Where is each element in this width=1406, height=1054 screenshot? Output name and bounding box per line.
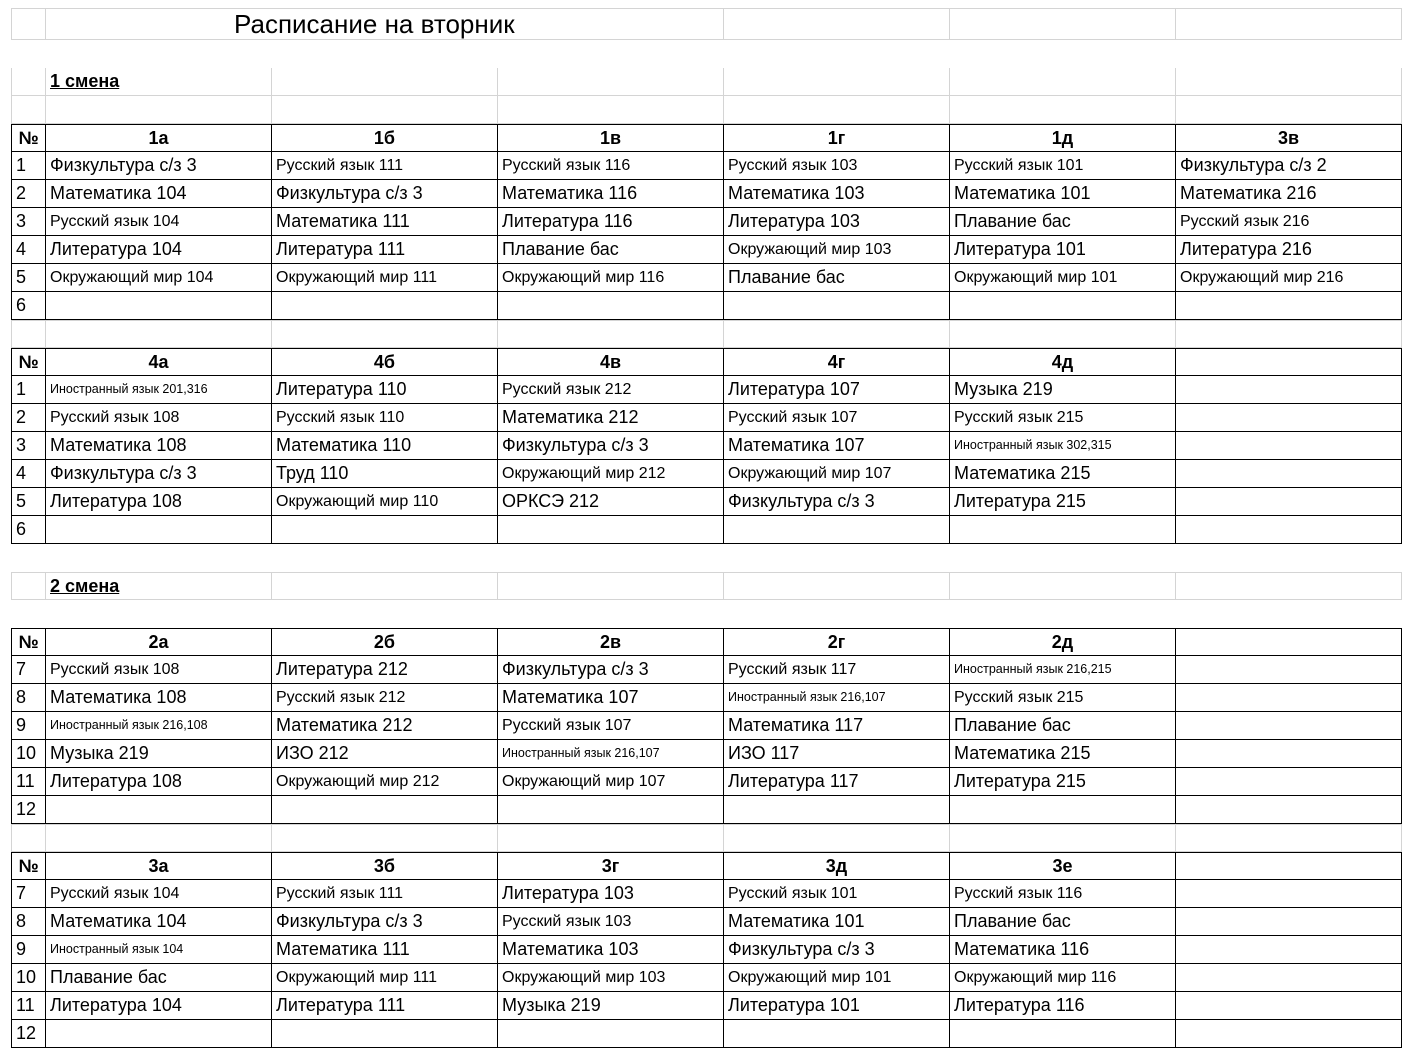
class-header: 2в (498, 628, 724, 656)
lesson-cell[interactable]: Литература 111 (272, 992, 498, 1020)
lesson-cell[interactable] (1176, 488, 1402, 516)
lesson-row (0, 684, 1406, 712)
lesson-cell[interactable] (498, 796, 724, 824)
lesson-number: 10 (11, 964, 46, 992)
empty-cell[interactable] (272, 96, 498, 124)
lesson-row (0, 936, 1406, 964)
lesson-cell[interactable]: Математика 111 (272, 936, 498, 964)
lesson-cell[interactable]: Плавание бас (724, 264, 950, 292)
lesson-cell[interactable]: Иностранный язык 216,215 (950, 656, 1176, 684)
class-header: 1в (498, 124, 724, 152)
lesson-cell[interactable] (498, 1020, 724, 1048)
lesson-row (0, 376, 1406, 404)
empty-cell[interactable] (724, 572, 950, 600)
lesson-cell[interactable]: Музыка 219 (498, 992, 724, 1020)
lesson-cell[interactable]: Плавание бас (950, 908, 1176, 936)
empty-cell[interactable] (724, 320, 950, 348)
empty-cell[interactable] (272, 320, 498, 348)
page-title: Расписание на вторник (46, 8, 724, 40)
empty-cell[interactable] (272, 824, 498, 852)
lesson-cell[interactable]: Математика 101 (950, 180, 1176, 208)
lesson-number: 6 (11, 292, 46, 320)
lesson-cell[interactable] (1176, 992, 1402, 1020)
empty-cell[interactable] (724, 96, 950, 124)
class-header-row (0, 852, 1406, 880)
lesson-cell[interactable]: Русский язык 215 (950, 684, 1176, 712)
lesson-cell[interactable]: Математика 104 (46, 180, 272, 208)
empty-cell[interactable] (724, 8, 950, 40)
lesson-cell[interactable]: Окружающий мир 116 (950, 964, 1176, 992)
lesson-cell[interactable] (272, 292, 498, 320)
lesson-number: 11 (11, 768, 46, 796)
lesson-cell[interactable]: Плавание бас (950, 208, 1176, 236)
lesson-cell[interactable] (1176, 796, 1402, 824)
lesson-cell[interactable]: Окружающий мир 107 (498, 768, 724, 796)
class-header: 4б (272, 348, 498, 376)
class-header: 3в (1176, 124, 1402, 152)
empty-cell[interactable] (1176, 68, 1402, 96)
lesson-cell[interactable] (46, 292, 272, 320)
lesson-cell[interactable]: Математика 110 (272, 432, 498, 460)
class-header-row (0, 628, 1406, 656)
lesson-cell[interactable] (46, 516, 272, 544)
class-header: 4а (46, 348, 272, 376)
lesson-cell[interactable]: Математика 215 (950, 740, 1176, 768)
lesson-cell[interactable] (950, 1020, 1176, 1048)
empty-cell[interactable] (46, 824, 272, 852)
lesson-cell[interactable]: Литература 215 (950, 768, 1176, 796)
lesson-cell[interactable]: Плавание бас (498, 236, 724, 264)
lesson-number: 4 (11, 236, 46, 264)
lesson-cell[interactable]: Литература 117 (724, 768, 950, 796)
lesson-cell[interactable]: Физкультура с/з 2 (1176, 152, 1402, 180)
lesson-cell[interactable] (1176, 292, 1402, 320)
lesson-cell[interactable] (1176, 712, 1402, 740)
lesson-cell[interactable]: Плавание бас (46, 964, 272, 992)
title-row (0, 8, 1406, 40)
lesson-cell[interactable]: Физкультура с/з 3 (46, 460, 272, 488)
class-header: 2г (724, 628, 950, 656)
lesson-cell[interactable]: Математика 215 (950, 460, 1176, 488)
empty-cell[interactable] (724, 68, 950, 96)
lesson-number: 9 (11, 936, 46, 964)
lesson-cell[interactable] (950, 516, 1176, 544)
lesson-cell[interactable]: Окружающий мир 103 (724, 236, 950, 264)
lesson-cell[interactable]: Русский язык 117 (724, 656, 950, 684)
class-header: 3а (46, 852, 272, 880)
lesson-cell[interactable] (1176, 516, 1402, 544)
lesson-cell[interactable]: Литература 110 (272, 376, 498, 404)
lesson-cell[interactable] (1176, 656, 1402, 684)
lesson-cell[interactable]: Музыка 219 (46, 740, 272, 768)
lesson-row (0, 908, 1406, 936)
class-header: 2д (950, 628, 1176, 656)
empty-cell[interactable] (11, 8, 46, 40)
lesson-number: 7 (11, 656, 46, 684)
lesson-cell[interactable]: Литература 215 (950, 488, 1176, 516)
empty-cell[interactable] (11, 68, 46, 96)
lesson-cell[interactable]: Математика 117 (724, 712, 950, 740)
class-header-row (0, 348, 1406, 376)
empty-cell[interactable] (950, 320, 1176, 348)
lesson-cell[interactable]: Литература 116 (950, 992, 1176, 1020)
lesson-cell[interactable] (724, 516, 950, 544)
lesson-cell[interactable]: Русский язык 212 (498, 376, 724, 404)
lesson-cell[interactable]: Литература 101 (950, 236, 1176, 264)
lesson-cell[interactable]: ИЗО 117 (724, 740, 950, 768)
lesson-cell[interactable]: Иностранный язык 216,108 (46, 712, 272, 740)
class-header: 3е (950, 852, 1176, 880)
lesson-row (0, 740, 1406, 768)
lesson-cell[interactable]: Русский язык 103 (724, 152, 950, 180)
class-header (1176, 628, 1402, 656)
lesson-cell[interactable]: Математика 107 (724, 432, 950, 460)
lesson-cell[interactable]: Русский язык 104 (46, 208, 272, 236)
lesson-number: 3 (11, 208, 46, 236)
lesson-row (0, 656, 1406, 684)
lesson-cell[interactable] (1176, 936, 1402, 964)
lesson-cell[interactable]: Математика 108 (46, 684, 272, 712)
lesson-row (0, 264, 1406, 292)
lesson-cell[interactable]: Окружающий мир 101 (724, 964, 950, 992)
class-header-row (0, 124, 1406, 152)
lesson-cell[interactable]: Окружающий мир 212 (272, 768, 498, 796)
spacer-row (0, 320, 1406, 348)
lesson-cell[interactable]: Русский язык 107 (498, 712, 724, 740)
lesson-cell[interactable]: Математика 104 (46, 908, 272, 936)
lesson-cell[interactable]: Окружающий мир 111 (272, 964, 498, 992)
lesson-number-header: № (11, 124, 46, 152)
lesson-cell[interactable]: Литература 108 (46, 768, 272, 796)
lesson-cell[interactable] (1176, 1020, 1402, 1048)
lesson-cell[interactable] (1176, 404, 1402, 432)
lesson-row (0, 460, 1406, 488)
lesson-cell[interactable]: Физкультура с/з 3 (724, 488, 950, 516)
lesson-cell[interactable]: Русский язык 216 (1176, 208, 1402, 236)
class-header: 2а (46, 628, 272, 656)
empty-cell[interactable] (724, 824, 950, 852)
lesson-cell[interactable]: Физкультура с/з 3 (498, 656, 724, 684)
lesson-row (0, 880, 1406, 908)
lesson-cell[interactable]: ОРКСЭ 212 (498, 488, 724, 516)
lesson-number-header: № (11, 628, 46, 656)
lesson-number: 12 (11, 796, 46, 824)
empty-cell[interactable] (950, 68, 1176, 96)
empty-cell[interactable] (498, 96, 724, 124)
lesson-cell[interactable] (1176, 880, 1402, 908)
lesson-cell[interactable]: Иностранный язык 302,315 (950, 432, 1176, 460)
lesson-cell[interactable]: Литература 104 (46, 236, 272, 264)
empty-cell[interactable] (498, 68, 724, 96)
lesson-row (0, 768, 1406, 796)
lesson-cell[interactable] (1176, 460, 1402, 488)
empty-cell[interactable] (950, 8, 1176, 40)
lesson-cell[interactable]: Литература 111 (272, 236, 498, 264)
lesson-cell[interactable] (272, 1020, 498, 1048)
empty-cell[interactable] (498, 572, 724, 600)
class-header: 4г (724, 348, 950, 376)
lesson-cell[interactable]: Математика 116 (498, 180, 724, 208)
lesson-number: 12 (11, 1020, 46, 1048)
empty-cell[interactable] (950, 824, 1176, 852)
lesson-cell[interactable]: Литература 216 (1176, 236, 1402, 264)
lesson-number-header: № (11, 348, 46, 376)
class-header: 3г (498, 852, 724, 880)
lesson-cell[interactable]: Физкультура с/з 3 (724, 936, 950, 964)
lesson-cell[interactable]: ИЗО 212 (272, 740, 498, 768)
lesson-cell[interactable] (46, 796, 272, 824)
shift-label[interactable]: 2 смена (46, 572, 272, 600)
lesson-row (0, 992, 1406, 1020)
lesson-cell[interactable]: Литература 101 (724, 992, 950, 1020)
lesson-cell[interactable]: Математика 216 (1176, 180, 1402, 208)
lesson-cell[interactable]: Математика 103 (724, 180, 950, 208)
lesson-cell[interactable] (1176, 964, 1402, 992)
lesson-cell[interactable]: Физкультура с/з 3 (498, 432, 724, 460)
lesson-cell[interactable]: Иностранный язык 216,107 (498, 740, 724, 768)
lesson-row (0, 488, 1406, 516)
lesson-cell[interactable]: Иностранный язык 201,316 (46, 376, 272, 404)
lesson-cell[interactable]: Окружающий мир 216 (1176, 264, 1402, 292)
lesson-cell[interactable]: Окружающий мир 103 (498, 964, 724, 992)
lesson-cell[interactable]: Труд 110 (272, 460, 498, 488)
lesson-cell[interactable] (46, 1020, 272, 1048)
lesson-number: 7 (11, 880, 46, 908)
lesson-cell[interactable]: Русский язык 107 (724, 404, 950, 432)
lesson-cell[interactable]: Окружающий мир 104 (46, 264, 272, 292)
lesson-row (0, 152, 1406, 180)
lesson-cell[interactable]: Русский язык 116 (498, 152, 724, 180)
lesson-cell[interactable]: Русский язык 212 (272, 684, 498, 712)
lesson-cell[interactable]: Окружающий мир 212 (498, 460, 724, 488)
empty-cell[interactable] (950, 96, 1176, 124)
lesson-row (0, 432, 1406, 460)
lesson-cell[interactable]: Иностранный язык 216,107 (724, 684, 950, 712)
lesson-cell[interactable]: Математика 116 (950, 936, 1176, 964)
class-header: 1б (272, 124, 498, 152)
lesson-number: 8 (11, 908, 46, 936)
empty-cell[interactable] (950, 572, 1176, 600)
class-header: 1д (950, 124, 1176, 152)
empty-cell[interactable] (11, 572, 46, 600)
empty-cell[interactable] (1176, 824, 1402, 852)
lesson-cell[interactable] (724, 292, 950, 320)
lesson-cell[interactable]: Физкультура с/з 3 (272, 908, 498, 936)
lesson-cell[interactable]: Русский язык 111 (272, 880, 498, 908)
lesson-cell[interactable]: Русский язык 104 (46, 880, 272, 908)
lesson-cell[interactable]: Русский язык 101 (724, 880, 950, 908)
lesson-number: 6 (11, 516, 46, 544)
lesson-number: 1 (11, 376, 46, 404)
lesson-cell[interactable] (950, 796, 1176, 824)
shift-2-row (0, 572, 1406, 600)
class-header (1176, 348, 1402, 376)
lesson-number-header: № (11, 852, 46, 880)
lesson-cell[interactable]: Математика 108 (46, 432, 272, 460)
empty-cell[interactable] (11, 824, 46, 852)
lesson-number: 3 (11, 432, 46, 460)
lesson-cell[interactable] (272, 516, 498, 544)
lesson-cell[interactable]: Музыка 219 (950, 376, 1176, 404)
lesson-cell[interactable]: Математика 111 (272, 208, 498, 236)
lesson-cell[interactable]: Русский язык 116 (950, 880, 1176, 908)
lesson-number: 9 (11, 712, 46, 740)
class-header: 3д (724, 852, 950, 880)
class-header (1176, 852, 1402, 880)
lesson-cell[interactable]: Математика 107 (498, 684, 724, 712)
empty-cell[interactable] (1176, 320, 1402, 348)
lesson-cell[interactable]: Математика 212 (272, 712, 498, 740)
lesson-number: 11 (11, 992, 46, 1020)
empty-cell[interactable] (272, 68, 498, 96)
lesson-number: 1 (11, 152, 46, 180)
lesson-cell[interactable] (950, 292, 1176, 320)
lesson-cell[interactable]: Литература 104 (46, 992, 272, 1020)
lesson-cell[interactable]: Русский язык 108 (46, 656, 272, 684)
shift-label[interactable]: 1 смена (46, 68, 272, 96)
lesson-number: 10 (11, 740, 46, 768)
lesson-row (0, 796, 1406, 824)
empty-cell[interactable] (498, 320, 724, 348)
empty-cell[interactable] (46, 320, 272, 348)
lesson-row (0, 1020, 1406, 1048)
lesson-cell[interactable] (1176, 908, 1402, 936)
shift-1-row (0, 68, 1406, 96)
lesson-row (0, 404, 1406, 432)
lesson-cell[interactable] (272, 796, 498, 824)
lesson-cell[interactable]: Окружающий мир 110 (272, 488, 498, 516)
lesson-cell[interactable]: Плавание бас (950, 712, 1176, 740)
lesson-row (0, 292, 1406, 320)
lesson-cell[interactable] (1176, 740, 1402, 768)
lesson-cell[interactable] (1176, 684, 1402, 712)
lesson-cell[interactable] (724, 796, 950, 824)
class-header: 4д (950, 348, 1176, 376)
lesson-number: 2 (11, 180, 46, 208)
lesson-cell[interactable]: Литература 212 (272, 656, 498, 684)
empty-cell[interactable] (1176, 96, 1402, 124)
class-header: 4в (498, 348, 724, 376)
lesson-cell[interactable]: Математика 101 (724, 908, 950, 936)
lesson-row (0, 516, 1406, 544)
empty-cell[interactable] (1176, 8, 1402, 40)
lesson-number: 2 (11, 404, 46, 432)
lesson-row (0, 712, 1406, 740)
lesson-cell[interactable] (1176, 768, 1402, 796)
spacer-row (0, 96, 1406, 124)
lesson-cell[interactable]: Русский язык 215 (950, 404, 1176, 432)
lesson-cell[interactable] (498, 516, 724, 544)
lesson-cell[interactable]: Русский язык 103 (498, 908, 724, 936)
lesson-cell[interactable]: Литература 108 (46, 488, 272, 516)
lesson-cell[interactable] (724, 1020, 950, 1048)
lesson-row (0, 964, 1406, 992)
lesson-row (0, 208, 1406, 236)
lesson-cell[interactable]: Литература 116 (498, 208, 724, 236)
lesson-cell[interactable]: Русский язык 111 (272, 152, 498, 180)
lesson-cell[interactable]: Математика 103 (498, 936, 724, 964)
lesson-cell[interactable]: Литература 103 (724, 208, 950, 236)
empty-cell[interactable] (11, 96, 46, 124)
lesson-number: 8 (11, 684, 46, 712)
spacer-row (0, 824, 1406, 852)
empty-cell[interactable] (498, 824, 724, 852)
empty-cell[interactable] (11, 320, 46, 348)
empty-cell[interactable] (46, 96, 272, 124)
empty-cell[interactable] (272, 572, 498, 600)
class-header: 3б (272, 852, 498, 880)
lesson-cell[interactable]: Физкультура с/з 3 (272, 180, 498, 208)
lesson-cell[interactable]: Литература 103 (498, 880, 724, 908)
lesson-cell[interactable]: Русский язык 110 (272, 404, 498, 432)
lesson-cell[interactable]: Иностранный язык 104 (46, 936, 272, 964)
lesson-row (0, 236, 1406, 264)
class-header: 2б (272, 628, 498, 656)
lesson-cell[interactable]: Окружающий мир 107 (724, 460, 950, 488)
lesson-cell[interactable]: Окружающий мир 111 (272, 264, 498, 292)
lesson-cell[interactable]: Русский язык 108 (46, 404, 272, 432)
lesson-cell[interactable] (498, 292, 724, 320)
lesson-number: 5 (11, 488, 46, 516)
lesson-cell[interactable]: Русский язык 101 (950, 152, 1176, 180)
lesson-cell[interactable] (1176, 432, 1402, 460)
lesson-cell[interactable]: Окружающий мир 116 (498, 264, 724, 292)
lesson-number: 4 (11, 460, 46, 488)
lesson-cell[interactable] (1176, 376, 1402, 404)
class-header: 1а (46, 124, 272, 152)
lesson-cell[interactable]: Литература 107 (724, 376, 950, 404)
lesson-row (0, 180, 1406, 208)
lesson-number: 5 (11, 264, 46, 292)
empty-cell[interactable] (1176, 572, 1402, 600)
lesson-cell[interactable]: Физкультура с/з 3 (46, 152, 272, 180)
lesson-cell[interactable]: Математика 212 (498, 404, 724, 432)
class-header: 1г (724, 124, 950, 152)
lesson-cell[interactable]: Окружающий мир 101 (950, 264, 1176, 292)
